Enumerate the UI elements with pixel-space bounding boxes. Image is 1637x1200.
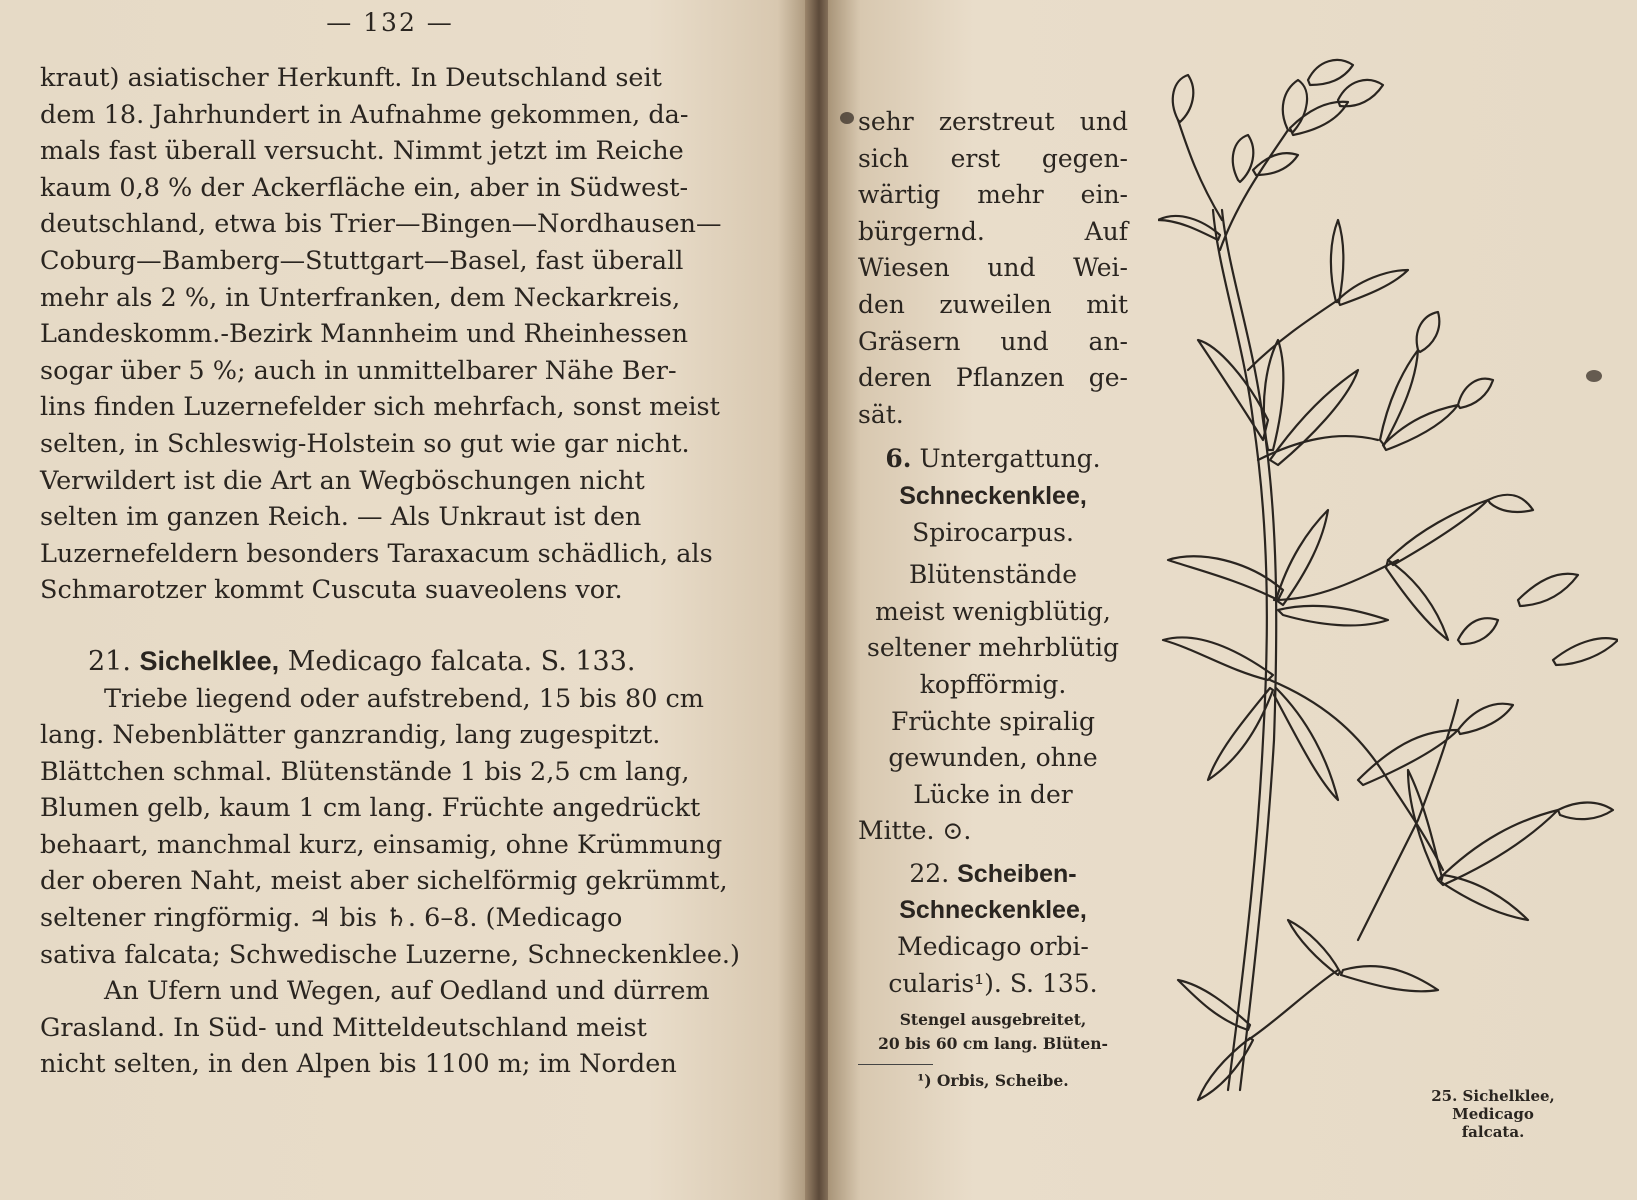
desc-line: Mitte. ⊙. (858, 816, 972, 846)
species-number: 21. (88, 645, 131, 677)
page-number: — 132 — (326, 8, 454, 37)
ink-blot (840, 112, 854, 124)
species-heading-22 (858, 856, 1128, 893)
species-latin: Medicago falcata. S. 133. (287, 645, 636, 677)
text-line: kaum 0,8 % der Ackerfläche ein, aber in Südwest- (40, 172, 689, 203)
text-line: deren Pflanzen ge- (858, 363, 1128, 393)
habitat-line: Grasland. In Süd- und Mitteldeutschland meist (40, 1012, 647, 1043)
desc-line: seltener mehrblütig (867, 633, 1119, 663)
sichelklee-plant-illustration (1158, 40, 1618, 1180)
species-heading-21 (40, 643, 740, 681)
text-line: wärtig mehr ein- (858, 180, 1128, 210)
desc-line: Blumen gelb, kaum 1 cm lang. Früchte angedrückt (40, 793, 701, 824)
desc-line: Triebe liegend oder aufstrebend, 15 bis 80 cm (104, 683, 704, 714)
text-line: selten, in Schleswig-Holstein so gut wie gar nicht. (40, 428, 690, 459)
right-text-column (858, 104, 1128, 1093)
desc-line: behaart, manchmal kurz, einsamig, ohne Krümmung (40, 829, 723, 860)
subgenus-number: 6. (885, 444, 912, 474)
left-text-column (40, 60, 740, 1083)
text-line: sich erst gegen- (858, 143, 1128, 173)
footnote: ¹) Orbis, Scheibe. (917, 1071, 1069, 1091)
subgenus-latin: Spirocarpus. (912, 517, 1074, 547)
text-line: dem 18. Jahrhundert in Aufnahme gekommen, da- (40, 99, 689, 130)
text-line: sogar über 5 %; auch in unmittelbarer Nähe Ber- (40, 355, 677, 386)
desc-line: Blättchen schmal. Blütenstände 1 bis 2,5 cm lang, (40, 756, 690, 787)
species-name-part: Scheiben- (957, 859, 1077, 888)
species-name-part: Schneckenklee, (899, 896, 1087, 925)
desc-line: Lücke in der (913, 779, 1073, 809)
text-line: lins finden Luzernefelder sich mehrfach, sonst meist (40, 392, 720, 423)
species-latin: Medicago orbi- (897, 932, 1089, 962)
text-line: Landeskomm.-Bezirk Mannheim und Rheinhessen (40, 319, 688, 350)
text-line: sät. (858, 399, 904, 429)
right-page (828, 0, 1637, 1200)
text-line: Verwildert ist die Art an Wegböschungen nicht (40, 465, 645, 496)
species-name: Sichelklee, (139, 645, 280, 676)
text-line: selten im ganzen Reich. — Als Unkraut ist den (40, 502, 642, 533)
desc-line: lang. Nebenblätter ganzrandig, lang zugespitzt. (40, 720, 661, 751)
text-line: Gräsern und an- (858, 326, 1128, 356)
species-number: 22. (909, 858, 950, 888)
text-line: Luzernefeldern besonders Taraxacum schädlich, als (40, 538, 713, 569)
subgenus-label: Untergattung. (919, 444, 1101, 474)
caption-line: 25. Sichelklee, (1431, 1087, 1555, 1105)
small-text-line: 20 bis 60 cm lang. Blüten- (878, 1034, 1108, 1054)
habitat-line: An Ufern und Wegen, auf Oedland und dürrem (104, 976, 710, 1007)
figure-caption (1398, 1087, 1588, 1141)
desc-line: seltener ringförmig. ♃ bis ♄. 6–8. (Medicago (40, 903, 623, 934)
subgenus-heading (858, 441, 1128, 478)
text-line: kraut) asiatischer Herkunft. In Deutschland seit (40, 63, 662, 93)
desc-line: Früchte spiralig (891, 706, 1095, 736)
small-text-line: Stengel ausgebreitet, (899, 1010, 1087, 1030)
desc-line: kopfförmig. (919, 669, 1067, 699)
text-line: Coburg—Bamberg—Stuttgart—Basel, fast überall (40, 245, 684, 276)
text-line: mehr als 2 %, in Unterfranken, dem Neckarkreis, (40, 282, 681, 313)
habitat-line: nicht selten, in den Alpen bis 1100 m; im Norden (40, 1049, 677, 1080)
text-line: mals fast überall versucht. Nimmt jetzt im Reiche (40, 136, 684, 167)
caption-line: falcata. (1461, 1123, 1525, 1141)
subgenus-name: Schneckenklee, (899, 481, 1087, 510)
footnote-rule (858, 1064, 933, 1065)
desc-line: meist wenigblütig, (875, 596, 1111, 626)
text-line: sehr zerstreut und (858, 107, 1128, 136)
desc-line: der oberen Naht, meist aber sichelförmig gekrümmt, (40, 866, 728, 897)
text-line: den zuweilen mit (858, 289, 1128, 319)
text-line: deutschland, etwa bis Trier—Bingen—Nordhausen— (40, 209, 722, 240)
desc-line: Blütenstände (908, 560, 1078, 590)
desc-line: gewunden, ohne (888, 743, 1098, 773)
text-line: Schmarotzer kommt Cuscuta suaveolens vor. (40, 575, 623, 606)
text-line: Wiesen und Wei- (858, 253, 1128, 283)
caption-line: Medicago (1452, 1105, 1534, 1123)
left-page (0, 0, 810, 1200)
text-line: bürgernd. Auf (858, 216, 1128, 246)
desc-line: sativa falcata; Schwedische Luzerne, Schneckenklee.) (40, 939, 740, 970)
species-latin: cularis¹). S. 135. (888, 968, 1098, 998)
